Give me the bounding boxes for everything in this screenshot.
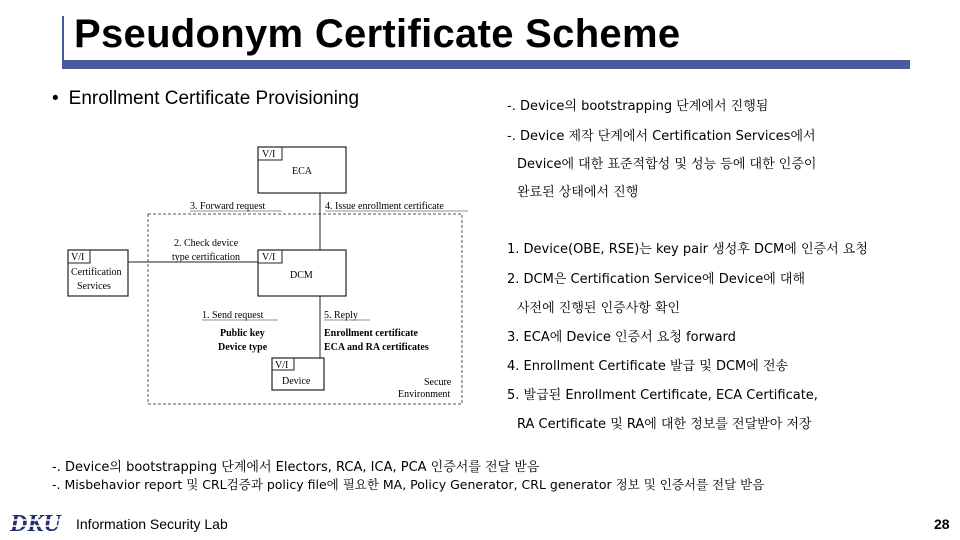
- device-tag: V/I: [275, 360, 289, 371]
- footer-lab-name: Information Security Lab: [76, 516, 228, 532]
- title-accent-line: [62, 16, 64, 62]
- dcm-label: DCM: [290, 270, 313, 281]
- issue-enrollment-label: 4. Issue enrollment certificate: [325, 201, 444, 212]
- bullet-marker: •: [52, 88, 59, 109]
- eca-label: ECA: [292, 166, 312, 177]
- right-line-4: 완료된 상태에서 진행: [517, 185, 639, 200]
- logo-text: DKU: [10, 511, 61, 537]
- slide-title: Pseudonym Certificate Scheme: [74, 12, 681, 56]
- right-line-6: 2. DCM은 Certification Service에 Device에 대해: [507, 272, 805, 287]
- dku-logo: [6, 505, 66, 537]
- main-bullet: [52, 88, 359, 110]
- device-type-label: Device type: [218, 342, 268, 353]
- bottom-line-1: -. Device의 bootstrapping 단계에서 Electors, RCA, ICA, PCA 인증서를 전달 받음: [52, 460, 540, 475]
- right-line-11: RA Certificate 및 RA에 대한 정보를 전달받아 저장: [517, 417, 812, 432]
- check-device-label-1: 2. Check device: [174, 238, 239, 249]
- check-device-label-2: type certification: [172, 252, 241, 263]
- right-line-7: 사전에 진행된 인증사항 확인: [517, 301, 681, 316]
- enrollment-diagram: [60, 138, 480, 410]
- cert-label-2: Services: [77, 281, 111, 292]
- right-line-8: 3. ECA에 Device 인증서 요청 forward: [507, 330, 736, 345]
- cert-label-1: Certification: [71, 267, 122, 278]
- send-request-label: 1. Send request: [202, 310, 264, 321]
- forward-request-label: 3. Forward request: [190, 201, 266, 212]
- enrollment-certificate-label: Enrollment certificate: [324, 328, 418, 339]
- right-line-10: 5. 발급된 Enrollment Certificate, ECA Certificate,: [507, 388, 818, 403]
- right-line-9: 4. Enrollment Certificate 발급 및 DCM에 전송: [507, 359, 789, 374]
- eca-ra-certs-label: ECA and RA certificates: [324, 342, 429, 353]
- right-line-3: Device에 대한 표준적합성 및 성능 등에 대한 인증이: [517, 157, 817, 172]
- eca-tag: V/I: [262, 149, 276, 160]
- title-underline-bar: [62, 60, 910, 69]
- bottom-line-2: -. Misbehavior report 및 CRL검증과 policy file에 필요한 MA, Policy Generator, CRL generator 정보 및 인증서를 전달 받음: [52, 477, 765, 492]
- bullet-text: Enrollment Certificate Provisioning: [68, 88, 360, 109]
- cert-tag: V/I: [71, 252, 85, 263]
- right-line-2: -. Device 제작 단계에서 Certification Services에서: [507, 129, 816, 144]
- public-key-label: Public key: [220, 328, 265, 339]
- right-line-5: 1. Device(OBE, RSE)는 key pair 생성후 DCM에 인증서 요청: [507, 242, 868, 257]
- secure-label-1: Secure: [424, 377, 452, 388]
- secure-label-2: Environment: [398, 389, 451, 400]
- dcm-tag: V/I: [262, 252, 276, 263]
- page-number: 28: [934, 516, 950, 532]
- reply-label: 5. Reply: [324, 310, 358, 321]
- device-label: Device: [282, 376, 311, 387]
- right-line-1: -. Device의 bootstrapping 단계에서 진행됨: [507, 99, 769, 114]
